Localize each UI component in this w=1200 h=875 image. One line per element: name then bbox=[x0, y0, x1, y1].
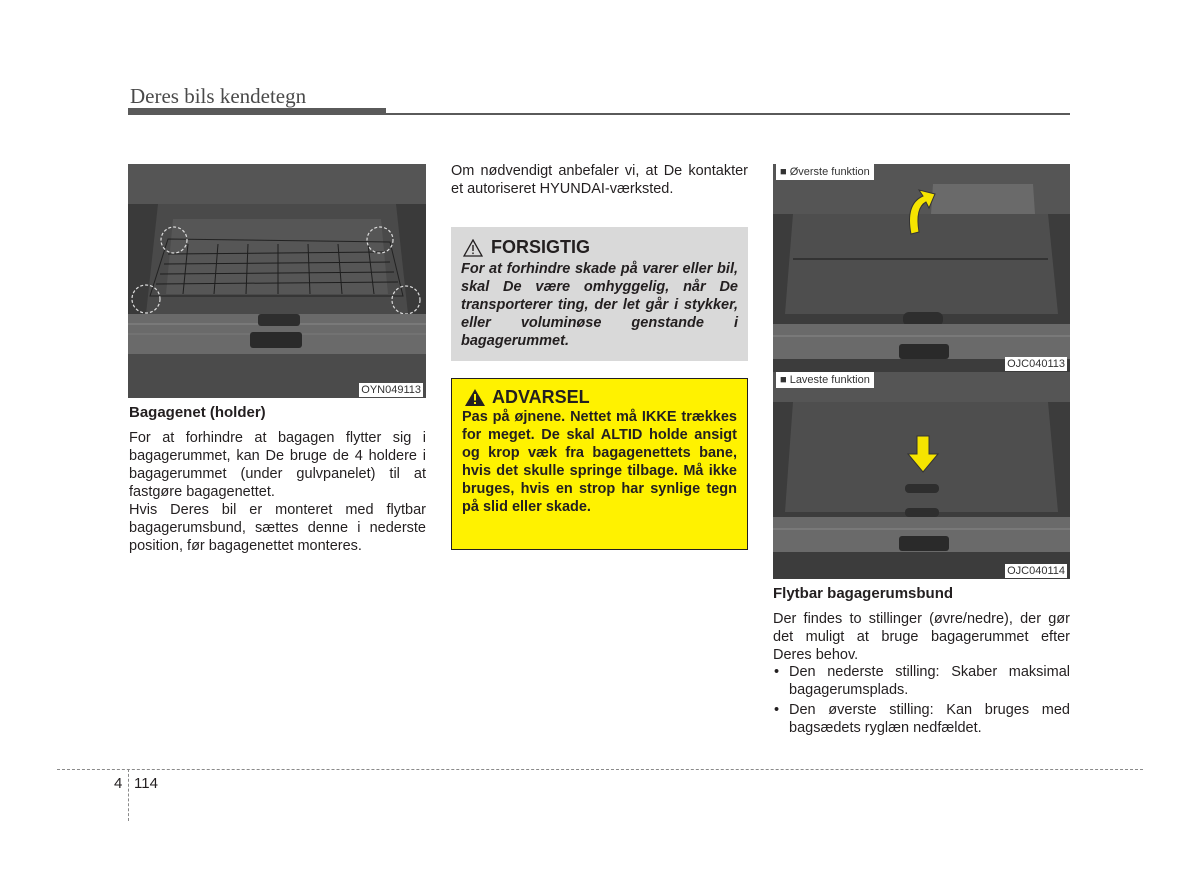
photo-code: OYN049113 bbox=[361, 384, 421, 396]
movable-floor-paragraph: Der findes to stillinger (øvre/nedre), der gør det muligt at bruge bagagerummet efter Deres behov. bbox=[773, 611, 1070, 663]
caution-text: For at forhindre skade på varer eller bil, skal De være omhyggelig, når De transporterer ting, der let går i stykker, eller voluminøse genstande i bagagerummet. bbox=[461, 261, 738, 349]
lower-photo-code: OJC040114 bbox=[1007, 565, 1065, 577]
warning-title: ADVARSEL bbox=[492, 387, 590, 407]
caution-triangle-icon bbox=[463, 239, 483, 257]
lower-position-photo bbox=[773, 372, 1070, 579]
upper-photo-caption: ■ Øverste funktion bbox=[776, 164, 874, 180]
chapter-number: 4 bbox=[114, 775, 123, 792]
warning-heading bbox=[464, 387, 737, 408]
caution-heading bbox=[463, 237, 738, 258]
warning-box bbox=[451, 378, 748, 550]
caution-box bbox=[451, 227, 748, 361]
warning-text: Pas på øjnene. Nettet må IKKE trækkes for meget. De skal ALTID holde ansigt og krop væk fra bagagenettets bane, hvis det skulle springe tilbage. Må ikke bruges, hvis en strop har synlige tegn på slid eller skade. bbox=[462, 409, 737, 515]
cargo-net-photo bbox=[128, 164, 426, 398]
page-number: 114 bbox=[134, 775, 158, 792]
header-rule-thin bbox=[386, 113, 1070, 115]
section-heading-movable-floor: Flytbar bagagerumsbund bbox=[773, 585, 954, 602]
list-item: • Den øverste stilling: Kan bruges med bagsædets ryglæn nedfældet. bbox=[773, 701, 1070, 737]
footer-vertical-divider bbox=[128, 769, 129, 821]
footer-divider bbox=[57, 769, 1143, 770]
upper-position-photo bbox=[773, 164, 1070, 372]
caution-title: FORSIGTIG bbox=[491, 237, 590, 257]
cargo-net-paragraph-2: Hvis Deres bil er monteret med flytbar bagagerumsbund, sættes denne i nederste position, før bagagenettet monteres. bbox=[129, 502, 426, 554]
cargo-net-paragraph-1: For at forhindre at bagagen flytter sig i bagagerummet, kan De bruge de 4 holdere i bagagerummet (under gulvpanelet) til at fastgøre bagagenettet. bbox=[129, 430, 426, 500]
warning-triangle-icon bbox=[464, 388, 486, 407]
upper-photo-code: OJC040113 bbox=[1007, 358, 1065, 370]
dealer-recommendation-text: Om nødvendigt anbefaler vi, at De kontakter et autoriseret HYUNDAI-værksted. bbox=[451, 163, 748, 197]
list-item: • Den nederste stilling: Skaber maksimal bagagerumsplads. bbox=[773, 663, 1070, 699]
page-header-title: Deres bils kendetegn bbox=[130, 84, 307, 108]
header-rule-thick bbox=[128, 108, 386, 115]
lower-photo-caption: ■ Laveste funktion bbox=[776, 372, 874, 388]
movable-floor-bullet-list bbox=[773, 663, 1070, 739]
section-heading-cargo-net: Bagagenet (holder) bbox=[129, 404, 266, 421]
